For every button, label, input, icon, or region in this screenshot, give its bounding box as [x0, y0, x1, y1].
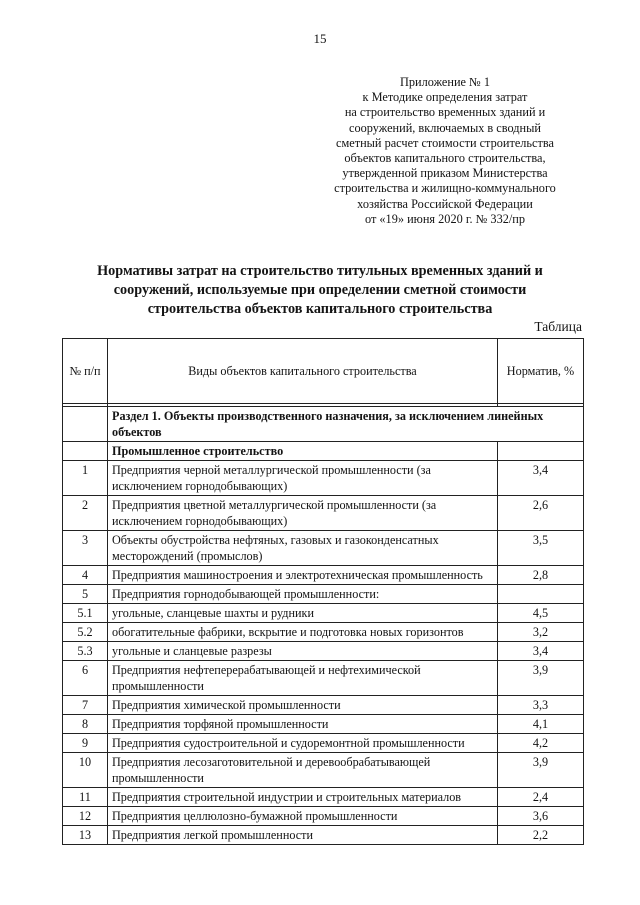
row-number: 11	[63, 788, 108, 807]
title-line: сооружений, используемые при определении сметной стоимости	[113, 282, 527, 298]
row-norm-value: 2,4	[498, 788, 584, 807]
row-norm-value: 3,9	[498, 661, 584, 696]
appendix-line: к Методике определения затрат	[362, 90, 528, 105]
section-title: Раздел 1. Объекты производственного назначения, за исключением линейных объектов	[108, 407, 584, 442]
title-line: Нормативы затрат на строительство титульных временных зданий и	[97, 263, 543, 279]
row-norm-value: 3,4	[498, 642, 584, 661]
row-norm-value: 3,2	[498, 623, 584, 642]
section-row	[63, 407, 584, 442]
row-object-type: Предприятия химической промышленности	[108, 696, 498, 715]
table-row	[63, 807, 584, 826]
row-number: 9	[63, 734, 108, 753]
row-object-type: Предприятия строительной индустрии и строительных материалов	[108, 788, 498, 807]
row-norm-value: 2,2	[498, 826, 584, 845]
appendix-line: от «19» июня 2020 г. № 332/пр	[364, 211, 526, 226]
row-object-type: Предприятия нефтеперерабатывающей и нефтехимической промышленности	[108, 661, 498, 696]
section-number-cell	[63, 407, 108, 442]
row-number: 13	[63, 826, 108, 845]
norms-table	[62, 338, 584, 845]
row-norm-value: 4,5	[498, 604, 584, 623]
row-norm-value: 2,6	[498, 496, 584, 531]
table-row	[63, 496, 584, 531]
appendix-line: сметный расчет стоимости строительства	[336, 135, 554, 150]
row-number: 12	[63, 807, 108, 826]
row-number: 5.2	[63, 623, 108, 642]
table-row	[63, 788, 584, 807]
row-number: 7	[63, 696, 108, 715]
row-norm-value: 3,9	[498, 753, 584, 788]
row-object-type: Предприятия горнодобывающей промышленности:	[108, 585, 498, 604]
document-title	[40, 262, 600, 319]
header-number: № п/п	[63, 339, 108, 404]
row-norm-value: 3,4	[498, 461, 584, 496]
row-object-type: Предприятия судостроительной и судоремонтной промышленности	[108, 734, 498, 753]
table-row	[63, 696, 584, 715]
row-number: 5.1	[63, 604, 108, 623]
appendix-line: Приложение № 1	[399, 75, 491, 89]
table-row	[63, 531, 584, 566]
row-number: 5.3	[63, 642, 108, 661]
table-row	[63, 661, 584, 696]
subsection-number-cell	[63, 442, 108, 461]
row-number: 10	[63, 753, 108, 788]
row-number: 5	[63, 585, 108, 604]
table-row	[63, 566, 584, 585]
table-row	[63, 623, 584, 642]
table-row	[63, 753, 584, 788]
table-row	[63, 461, 584, 496]
subsection-title: Промышленное строительство	[108, 442, 498, 461]
row-norm-value: 3,3	[498, 696, 584, 715]
row-number: 1	[63, 461, 108, 496]
page-number: 15	[313, 31, 327, 46]
table-row	[63, 604, 584, 623]
appendix-line: на строительство временных зданий и	[344, 105, 546, 120]
row-number: 4	[63, 566, 108, 585]
table-label: Таблица	[534, 319, 582, 334]
table-row	[63, 734, 584, 753]
appendix-line: хозяйства Российской Федерации	[357, 196, 533, 211]
row-norm-value	[498, 585, 584, 604]
table-row	[63, 715, 584, 734]
row-object-type: Предприятия черной металлургической промышленности (за исключением горнодобывающих)	[108, 461, 498, 496]
table-row	[63, 642, 584, 661]
row-norm-value: 4,1	[498, 715, 584, 734]
row-object-type: обогатительные фабрики, вскрытие и подготовка новых горизонтов	[108, 623, 498, 642]
row-object-type: Предприятия цветной металлургической промышленности (за исключением горнодобывающих)	[108, 496, 498, 531]
row-norm-value: 3,5	[498, 531, 584, 566]
row-number: 2	[63, 496, 108, 531]
header-norm: Норматив, %	[498, 339, 584, 404]
row-object-type: Предприятия машиностроения и электротехническая промышленность	[108, 566, 498, 585]
subsection-row	[63, 442, 584, 461]
title-line: строительства объектов капитального строительства	[147, 301, 493, 317]
appendix-line: объектов капитального строительства,	[344, 151, 546, 166]
appendix-block	[320, 75, 570, 227]
row-number: 6	[63, 661, 108, 696]
table-row	[63, 585, 584, 604]
appendix-line: сооружений, включаемых в сводный	[349, 120, 541, 135]
row-object-type: Предприятия лесозаготовительной и деревообрабатывающей промышленности	[108, 753, 498, 788]
row-number: 3	[63, 531, 108, 566]
row-object-type: Объекты обустройства нефтяных, газовых и газоконденсатных месторождений (промыслов)	[108, 531, 498, 566]
row-object-type: Предприятия целлюлозно-бумажной промышленности	[108, 807, 498, 826]
appendix-line: строительства и жилищно-коммунального	[334, 181, 556, 196]
row-number: 8	[63, 715, 108, 734]
table-header-row	[63, 339, 584, 404]
row-object-type: угольные и сланцевые разрезы	[108, 642, 498, 661]
row-object-type: Предприятия легкой промышленности	[108, 826, 498, 845]
table-row	[63, 826, 584, 845]
subsection-value-cell	[498, 442, 584, 461]
row-norm-value: 4,2	[498, 734, 584, 753]
row-object-type: Предприятия торфяной промышленности	[108, 715, 498, 734]
table-body	[63, 461, 584, 845]
header-object-type: Виды объектов капитального строительства	[108, 339, 498, 404]
row-norm-value: 2,8	[498, 566, 584, 585]
row-norm-value: 3,6	[498, 807, 584, 826]
appendix-line: утвержденной приказом Министерства	[342, 166, 548, 181]
row-object-type: угольные, сланцевые шахты и рудники	[108, 604, 498, 623]
